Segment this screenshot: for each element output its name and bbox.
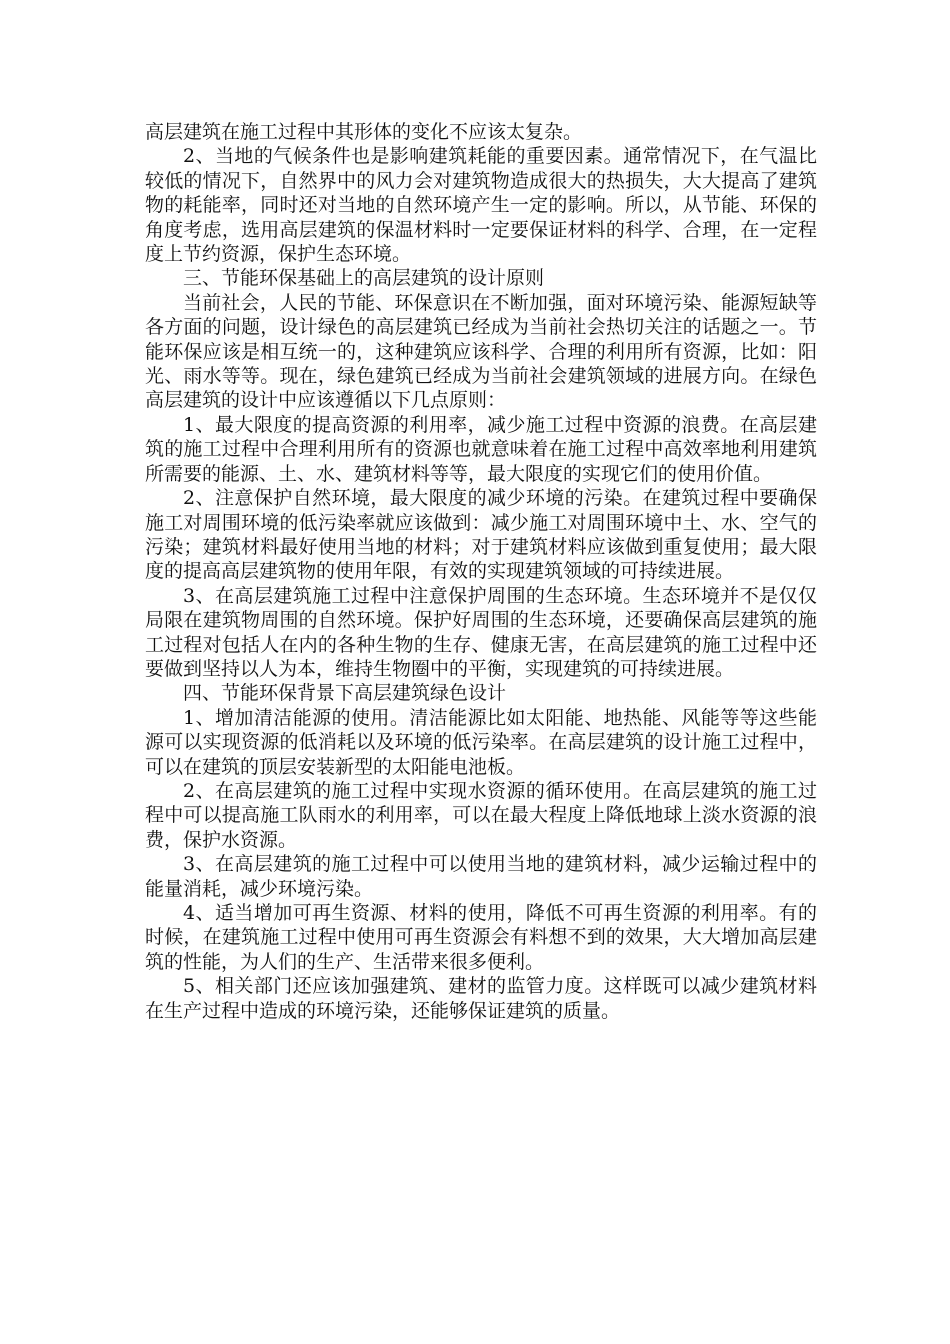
paragraph-green-4: 4、适当增加可再生资源、材料的使用，降低不可再生资源的利用率。有的时候，在建筑施工过程中使用可再生资源会有料想不到的效果，大大增加高层建筑的性能，为人们的生产、生活带来很多便利。 [145,902,817,973]
paragraph-green-2: 2、在高层建筑的施工过程中实现水资源的循环使用。在高层建筑的施工过程中可以提高施工队雨水的利用率，可以在最大程度上降低地球上淡水资源的浪费，保护水资源。 [145,779,817,851]
paragraph-principle-3: 3、在高层建筑施工过程中注意保护周围的生态环境。生态环境并不是仅仅局限在建筑物周围的自然环境。保护好周围的生态环境，还要确保高层建筑的施工过程对包括人在内的各种生物的生存、健康无害，在高层建筑的施工过程中还要做到坚持以人为本，维持生物圈中的平衡，实现建筑的可持续进展。 [145,584,817,680]
document-page [145,120,817,1023]
paragraph-continuation: 高层建筑在施工过程中其形体的变化不应该太复杂。 [145,121,583,143]
paragraph-green-1: 1、增加清洁能源的使用。清洁能源比如太阳能、地热能、风能等等这些能源可以实现资源的低消耗以及环境的低污染率。在高层建筑的设计施工过程中，可以在建筑的顶层安装新型的太阳能电池板。 [145,706,817,778]
section-heading-design-principles: 三、节能环保基础上的高层建筑的设计原则 [183,267,545,290]
paragraph-principle-1: 1、最大限度的提高资源的利用率，减少施工过程中资源的浪费。在高层建筑的施工过程中合理利用所有的资源也就意味着在施工过程中高效率地利用建筑所需要的能源、土、水、建筑材料等等，最大限度的实现它们的使用价值。 [145,413,817,485]
paragraph-climate: 2、当地的气候条件也是影响建筑耗能的重要因素。通常情况下，在气温比较低的情况下，自然界中的风力会对建筑物造成很大的热损失，大大提高了建筑物的耗能率，同时还对当地的自然环境产生一定的影响。所以，从节能、环保的角度考虑，选用高层建筑的保温材料时一定要保证材料的科学、合理，在一定程度上节约资源，保护生态环境。 [145,145,817,266]
paragraph-intro-principles: 当前社会，人民的节能、环保意识在不断加强，面对环境污染、能源短缺等各方面的问题，设计绿色的高层建筑已经成为当前社会热切关注的话题之一。节能环保应该是相互统一的，这种建筑应该科学、合理的利用所有资源，比如：阳光、雨水等等。现在，绿色建筑已经成为当前社会建筑领域的进展方向。在绿色高层建筑的设计中应该遵循以下几点原则： [145,291,817,412]
paragraph-principle-2: 2、注意保护自然环境，最大限度的减少环境的污染。在建筑过程中要确保施工对周围环境的低污染率就应该做到：减少施工对周围环境中土、水、空气的污染；建筑材料最好使用当地的材料；对于建筑材料应该做到重复使用；最大限度的提高高层建筑物的使用年限，有效的实现建筑领域的可持续进展。 [145,487,817,583]
paragraph-green-3: 3、在高层建筑的施工过程中可以使用当地的建筑材料，减少运输过程中的能量消耗，减少环境污染。 [145,853,817,900]
paragraph-green-5: 5、相关部门还应该加强建筑、建材的监管力度。这样既可以减少建筑材料在生产过程中造成的环境污染，还能够保证建筑的质量。 [145,975,817,1022]
section-heading-green-design: 四、节能环保背景下高层建筑绿色设计 [183,682,507,705]
